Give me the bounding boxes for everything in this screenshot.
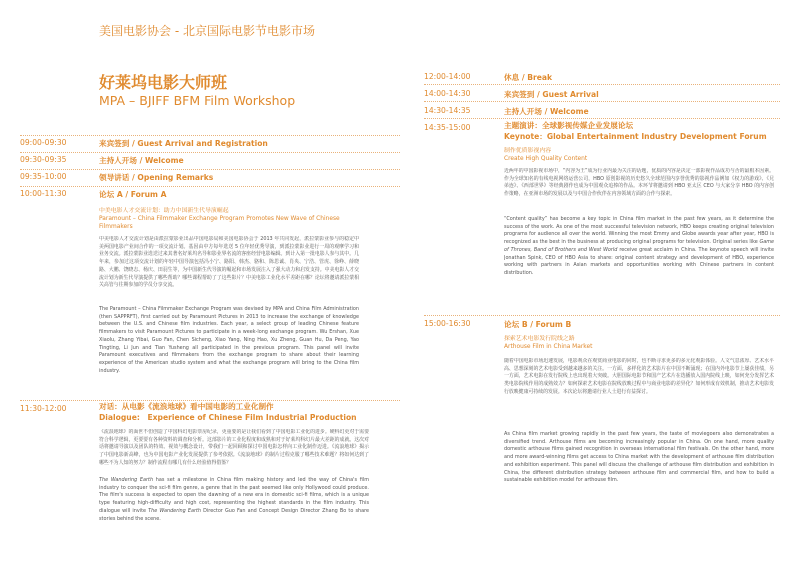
- keynote-description-en: [504, 216, 774, 294]
- keynote-text: receive great acclaim in China. The keynote speech will invite Jonathan Spink, CEO of HBO Asia to share: original content strategy and development of HBO, experience working with partners in Asian markets and opportunities working with Chinese partners in content distribution.: [504, 246, 774, 276]
- divider-line: [20, 186, 400, 187]
- divider-line: [20, 135, 400, 136]
- schedule-label: 论坛 B / Forum B: [504, 320, 572, 329]
- dialogue-description-en: [99, 477, 369, 539]
- divider-line: [20, 400, 400, 401]
- keynote-text: “Content quality” has become a key topic in China film market in the past few years, as it determine the success of the work. As one of the most successful television network, HBO keeps creating original television programs for audience all over the world. Winning the most Emmy and Globe awards year after year, HBO is recognized as the best in the business at producing original programs for television. Original series like: [504, 216, 774, 246]
- dialogue-text: Director Guo Fan and Concept Design Director Zhang Bo to share stories behind the scene.: [99, 507, 369, 522]
- schedule-time: 14:35-15:00: [424, 123, 471, 132]
- workshop-title-cn: 好莱坞电影大师班: [99, 73, 228, 92]
- dialogue-title-en: Dialogue: Experience of Chinese Film Industrial Production: [99, 412, 357, 422]
- dialogue-title-cn: 对话：从电影《流浪地球》看中国电影的工业化制作: [99, 402, 274, 411]
- forum-b-description-en: As China film market growing rapidly in the past few years, the taste of moviegoers also demonstrates a diversified trend. Arthouse films are becoming increasingly popular in China. On one hand, more quality domestic arthouse films gained recognition in overseas international film festivals. On the other hand, more and more award-winning films get access to China market with the development of arthouse film distribution and exhibition experiment. This panel will discuss the challenge of arthouse film distribution and exhibition in China, the different distribution strategy between arthouse film and commercial film, and how to build a sustainable exhibition model for arthouse film.: [504, 431, 774, 484]
- series-titles: Game of Thrones, Band of Brothers and West World: [504, 239, 774, 253]
- divider-line: [424, 118, 780, 119]
- schedule-time: 09:00-09:30: [20, 138, 67, 147]
- schedule-label: 领导讲话 / Opening Remarks: [99, 173, 214, 182]
- schedule-label: 来宾签到 / Guest Arrival and Registration: [99, 139, 268, 148]
- forum-a-section: [99, 207, 359, 384]
- keynote-subtitle-en: Create High Quality Content: [504, 156, 588, 162]
- dialogue-description-cn: 《流浪地球》的面世不但创造了中国科幻电影票房纪录，更重要的是让我们看到了中国电影工业化的进步。硬科幻更对于需要符合科学逻辑，更要要有各种资料的调查和分析。这部影片的工业化程度和成熟和对于好莱坞科幻片最大差距的成就。这次对话将邀请导演以及团队的特效、视效与概念设计，带我们一起回顾和探讨中国电影怎样向工业化制作迈进。《流浪地球》揭示了中国电影新高峰，也为中国电影产业化发展提供了参考依据。《流浪地球》的制片过程克服了哪些技术难题？将如何达到了哪些不为人知的努力？制作流程有哪几有什么经验值得借鉴？: [99, 429, 369, 466]
- schedule-time: 09:35-10:00: [20, 172, 67, 181]
- forum-b-subtitle-cn: 探索艺术电影发行院线之路: [504, 336, 575, 342]
- keynote-description-cn: 近两年的中国影视市场中，“内容为王”成为行业内最为关注的话题，优质的内容是决定一部影视作品成功与否的最根本因素。作为全球知名的有线电视网络运营公司，HBO 原创影视的历史悠久全球范围内享誉优秀的影视作品例如《权力的游戏》、《兄弟连》、《西部世界》等经典剧作也成为中国观众追捧的作品。本环节将邀请到 HBO 亚太区 CEO 与大家分享 HBO 的内容创作策略，在亚洲市场的发展以及与中国合作伙伴在内容领域方面的合作与探索。: [504, 168, 774, 198]
- schedule-time: 11:30-12:00: [20, 404, 67, 413]
- keynote-section: [504, 121, 774, 294]
- schedule-time: 12:00-14:00: [424, 72, 471, 81]
- schedule-time: 10:00-11:30: [20, 189, 67, 198]
- forum-a-description-cn: 中美电影人才交流计划是由派拉蒙影业出品中国电影局和美国电影协会于 2013 年共同发起，派拉蒙影业参与的稳定中美两国电影产业间合作的一项交流计划。基因由中方每年选送 5 位年轻优秀导演，到派拉蒙影业进行一周的观摩学习和业务交流。派拉蒙影业选送过来其著名好莱坞名导和影业界名流的客座经营电影编辑。到计入第一批电影人参与其中。几年来，参加过这项交流计划的年轻中国导演包括冯小宁、路阳、韩杰、骆和、陈思诚、肖央、宁浩、管虎、徐峥、薛晓路、大鹏、饶晓志、杨庆、田羽生等，为中国新生代导演的崛起和市场发展注入了强大动力和启发支持。中美电影人才交流计划为新生代导演提供了哪些帮助？哪些课程帮助了了这些影片？中美电影工业化水平差距在哪？论坛将邀请派拉蒙相关高管与往期参加的学员分享交流。: [99, 236, 359, 289]
- workshop-title-en: MPA – BJIFF BFM Film Workshop: [99, 93, 296, 108]
- schedule-label: 休息 / Break: [504, 73, 553, 82]
- forum-b-subtitle-en: Arthouse Film in China Market: [504, 344, 593, 350]
- keynote-title-cn: 主题演讲：全球影视传媒企业发展论坛: [504, 121, 634, 130]
- schedule-time: 14:00-14:30: [424, 89, 471, 98]
- schedule-label: 主持人开场 / Welcome: [99, 156, 184, 165]
- forum-a-subtitle-cn: 中美电影人才交流计划：助力中国新生代导演崛起: [99, 208, 229, 214]
- divider-line: [20, 152, 400, 153]
- dialogue-text: has set a milestone in China film making history and led the way of China's film industry to conquer the sci-fi film genre, a genre that in the past seemed like only Hollywood could produce. The film's success is expected to open the dawning of a new era in domestic sci-fi films, which is a unique type featuring high-difficulty and high cost, representing the highest standards in the film industry. This dialogue will invite: [99, 477, 369, 514]
- film-title: The Wandering Earth: [148, 507, 202, 514]
- forum-a-subtitle-en: Paramount – China Filmmaker Exchange Program Promotes New Wave of Chinese Filmmakers: [99, 216, 340, 230]
- schedule-time: 09:30-09:35: [20, 155, 67, 164]
- divider-line: [424, 84, 780, 85]
- schedule-label: 主持人开场 / Welcome: [504, 107, 589, 116]
- keynote-subtitle-cn: 制作优质影视内容: [504, 148, 552, 154]
- film-title: The Wandering Earth: [99, 477, 154, 483]
- schedule-time: 15:00-16:30: [424, 319, 471, 328]
- schedule-label: 来宾签到 / Guest Arrival: [504, 90, 599, 99]
- forum-a-description-en: The Paramount – China Filmmaker Exchange Program was devised by MPA and China Film Administration (then SAPPRFT), first carried out by Paramount Pictures in 2013 to increase the exchange of knowledge between the U.S. and Chinese film industries. Each year, a select group of leading Chinese feature filmmakers to visit Paramount Pictures to participate in a week-long exchange program. Wu Ershan, Xue Xiaolu, Zhang Yibai, Guo Fan, Chen Sicheng, Xiao Yang, Ning Hao, Xu Zheng, Guan Hu, Da Peng, Yao Tingting, Li Jun and Tian Yusheng all participated in the previous program. This panel will invite Paramount executives and filmmakers from the exchange program to share about their learning experience of the American studio system and what the exchange program will bring to the China film industry.: [99, 306, 359, 374]
- schedule-time: 14:30-14:35: [424, 106, 471, 115]
- forum-b-section: [504, 335, 774, 501]
- page-header: 美国电影协会 - 北京国际电影节电影市场: [99, 24, 315, 38]
- dialogue-section: [99, 402, 369, 539]
- schedule-label: 论坛 A / Forum A: [99, 190, 167, 199]
- forum-b-description-cn: 随着中国电影市场迅速发展，电影观众在观赏商业电影的同时，也不断寻求更多的多元化观影体验。人文气息浓厚、艺术水平高、思想深刻的艺术电影受到越来越多的关注。一方面，多样化的艺术影片在中国不断涌现；在国内外电影节上屡获佳绩，另一方面，艺术电影在发行院线上也出现着大突破。大胆国际电影节和国产艺术片在选播放入国内院线上映，如何充分发挥艺术类电影院线作用的成熟效力？如何探索艺术电影在院线放映过程中与商业电影的差异化？如何形成有效机制，推动艺术电影发行放映健康可持续的发展。本次论坛将邀请行业人士进行有益探讨。: [504, 358, 774, 395]
- divider-line: [20, 169, 400, 170]
- divider-line: [424, 315, 780, 316]
- keynote-title-en: Keynote：Global Entertainment Industry Development Forum: [504, 131, 767, 141]
- divider-line: [424, 101, 780, 102]
